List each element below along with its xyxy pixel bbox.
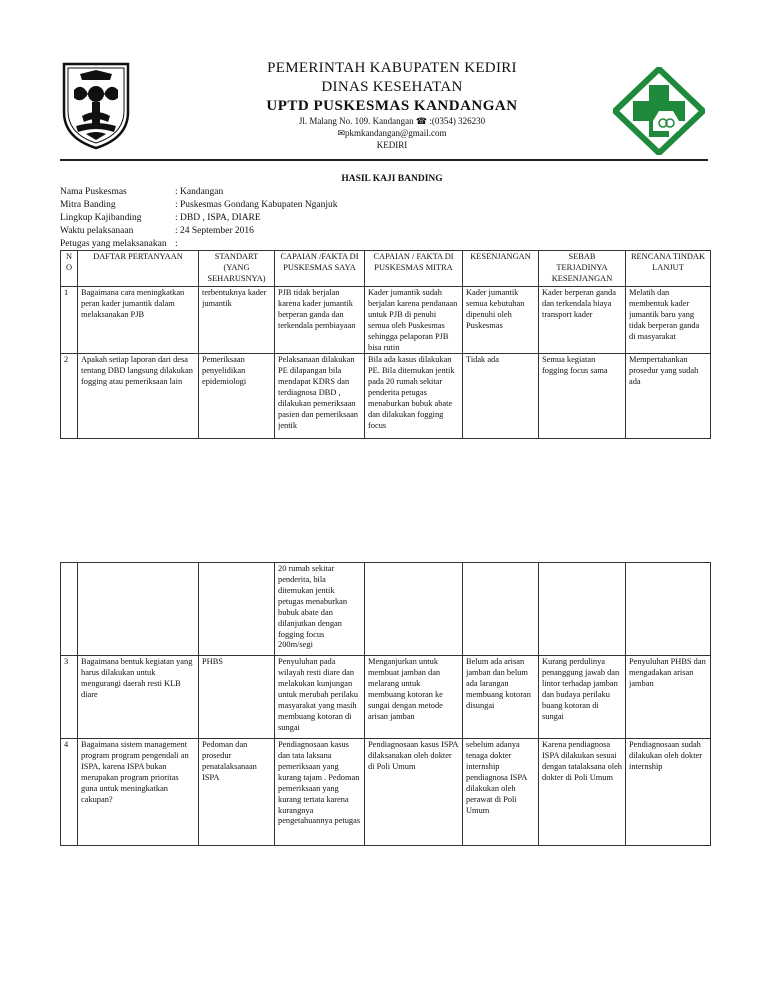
cell bbox=[64, 564, 74, 654]
cell: Bila ada kasus dilakukan PE. Bila ditemukan jentik pada 20 rumah sekitar penderita petugas menaburkan bubuk abate dan dilakukan fogging focus bbox=[368, 355, 455, 430]
cell: Kader berperan ganda dan terkendala biaya transport kader bbox=[542, 288, 616, 319]
cell: Semua kegiatan fogging focus sama bbox=[542, 355, 608, 375]
cell: 20 rumah sekitar penderita, bila ditemukan jentik petugas menaburkan bubuk abate dan dilanjutkan dengan fogging focus 200m/segi bbox=[278, 564, 348, 650]
cell: 1 bbox=[64, 288, 69, 297]
meta-petugas: Petugas yang melaksanakan : bbox=[60, 239, 178, 249]
meta-nama-puskesmas: Nama Puskesmas : Kandangan bbox=[60, 187, 224, 197]
cell: terbentuknya kader jumantik bbox=[202, 288, 267, 308]
cell: Pendiagnosaan kasus ISPA dilaksanakan oleh dokter di Poli Umum bbox=[368, 740, 458, 771]
cell: Belum ada arisan jamban dan belum ada larangan membuang kotoran disungai bbox=[466, 657, 531, 710]
cell: 4 bbox=[64, 740, 69, 749]
header-unit: UPTD PUSKESMAS KANDANGAN bbox=[266, 98, 518, 114]
cell bbox=[81, 564, 195, 654]
header-rencana: RENCANA TINDAK LANJUT bbox=[626, 251, 711, 287]
header-address: Jl. Malang No. 109. Kandangan ☎ :(0354) 326230 bbox=[298, 116, 486, 126]
kediri-emblem-logo bbox=[60, 60, 132, 150]
header-department: DINAS KESEHATAN bbox=[321, 79, 463, 95]
cell: Pendiagnosaan sudah dilakukan oleh dokter internship bbox=[629, 740, 703, 771]
cell bbox=[368, 564, 459, 654]
cell: Kurang perdulinya penanggung jawab dan lintor terhadap jamban dan budaya perilaku buang kotoran di sungai bbox=[542, 657, 620, 721]
cell: Pendiagnosaan kasus dan tata laksana pemeriksaan yang kurang tajam . Pedoman pemeriksaan yang kurang tertata karena kurangnya pengetahuannya petugas bbox=[278, 740, 361, 826]
cell: Kader jumantik semua kebutuhan dipenuhi oleh Puskesmas bbox=[466, 288, 525, 330]
cell: Karena pendiagnosa ISPA dilakukan sesuai dengan tatalaksana oleh dokter di Poli Umum bbox=[542, 740, 622, 782]
table-row bbox=[61, 563, 711, 656]
header-sebab: SEBAB TERJADINYA KESENJANGAN bbox=[539, 251, 626, 287]
cell: Pedoman dan prosedur penatalaksanaan ISPA bbox=[202, 740, 257, 782]
cell: sebelum adanya tenaga dokter internship pendiagnosa ISPA dilakukan oleh perawat di Poli Umum bbox=[466, 740, 527, 815]
cell: PJB tidak berjalan karena kader jumantik berperan ganda dan terkendala pembiayaan bbox=[278, 288, 356, 330]
cell: Penyuluhan pada wilayah resti diare dan melakukan kunjungan untuk merubah perilaku masyarakat yang masih membuang kotoran di sungai bbox=[278, 657, 359, 732]
cell: Menganjurkan untuk membuat jamban dan melarang untuk membuang kotoran ke sungai dengan metode arisan jamban bbox=[368, 657, 443, 721]
cell: Bagaimana sistem management program program pengendali an ISPA, karena ISPA bukan merupakan program prioritas guna untuk meningkatkan cakupan? bbox=[81, 740, 189, 804]
header-divider bbox=[60, 159, 708, 161]
cell bbox=[629, 564, 707, 654]
cell: Mempertahankan prosedur yang sudah ada bbox=[629, 355, 699, 386]
cell bbox=[202, 564, 271, 654]
cell: PHBS bbox=[202, 657, 223, 666]
cell: 2 bbox=[64, 355, 69, 364]
meta-mitra-banding: Mitra Banding : Puskesmas Gondang Kabupaten Nganjuk bbox=[60, 200, 338, 210]
header-capaian-saya: CAPAIAN /FAKTA DI PUSKESMAS SAYA bbox=[275, 251, 365, 287]
meta-waktu: Waktu pelaksanaan : 24 September 2016 bbox=[60, 226, 254, 236]
document-title: HASIL KAJI BANDING bbox=[341, 174, 443, 184]
header-no: N O bbox=[61, 251, 78, 287]
cell bbox=[466, 564, 535, 654]
cell: Bagaimana cara meningkatkan peran kader jumantik dalam melaksanakan PJB bbox=[81, 288, 185, 319]
meta-lingkup: Lingkup Kajibanding : DBD , ISPA, DIARE bbox=[60, 213, 261, 223]
cell: Penyuluhan PHBS dan mengadakan arisan jamban bbox=[629, 657, 706, 688]
table-row bbox=[61, 656, 711, 739]
kaji-banding-table-page2 bbox=[60, 562, 711, 846]
header-standart: STANDART (YANG SEHARUSNYA) bbox=[199, 251, 275, 287]
header-kesenjangan: KESENJANGAN bbox=[463, 251, 539, 287]
cell bbox=[542, 564, 622, 654]
cell: Pemeriksaan penyelidikan epidemiologi bbox=[202, 355, 247, 386]
table-row bbox=[61, 354, 711, 439]
header-capaian-mitra: CAPAIAN / FAKTA DI PUSKESMAS MITRA bbox=[365, 251, 463, 287]
cell: Apakah setiap laporan dari desa tentang DBD langsung dilakukan fogging atau pemeriksaan lain bbox=[81, 355, 193, 386]
header-email: ✉pkmkandangan@gmail.com bbox=[337, 128, 447, 138]
cell: Pelaksanaan dilakukan PE dilapangan bila mendapat KDRS dan terdiagnosa DBD , dilakukan pemeriksaan pasien dan pemeriksaan jentik bbox=[278, 355, 358, 430]
table-header-row bbox=[61, 251, 711, 287]
table-row bbox=[61, 287, 711, 354]
table-row bbox=[61, 739, 711, 846]
cell: 3 bbox=[64, 657, 69, 666]
header-government: PEMERINTAH KABUPATEN KEDIRI bbox=[267, 60, 517, 76]
cell: Bagaimana bentuk kegiatan yang harus dilakukan untuk mengurangi daerah resti KLB diare bbox=[81, 657, 193, 699]
cell: Kader jumantik sudah berjalan karena pendanaan untuk PJB di penuhi semua oleh Puskesmas sehingga pelaporan PJB bisa rutin bbox=[368, 288, 458, 352]
puskesmas-logo bbox=[613, 67, 705, 155]
kaji-banding-table-page1 bbox=[60, 250, 711, 439]
header-daftar-pertanyaan: DAFTAR PERTANYAAN bbox=[78, 251, 199, 287]
cell: Tidak ada bbox=[466, 355, 499, 364]
cell: Melatih dan membentuk kader jumantik baru yang tidak berperan ganda di masyarakat bbox=[629, 288, 700, 341]
header-city: KEDIRI bbox=[376, 140, 408, 150]
